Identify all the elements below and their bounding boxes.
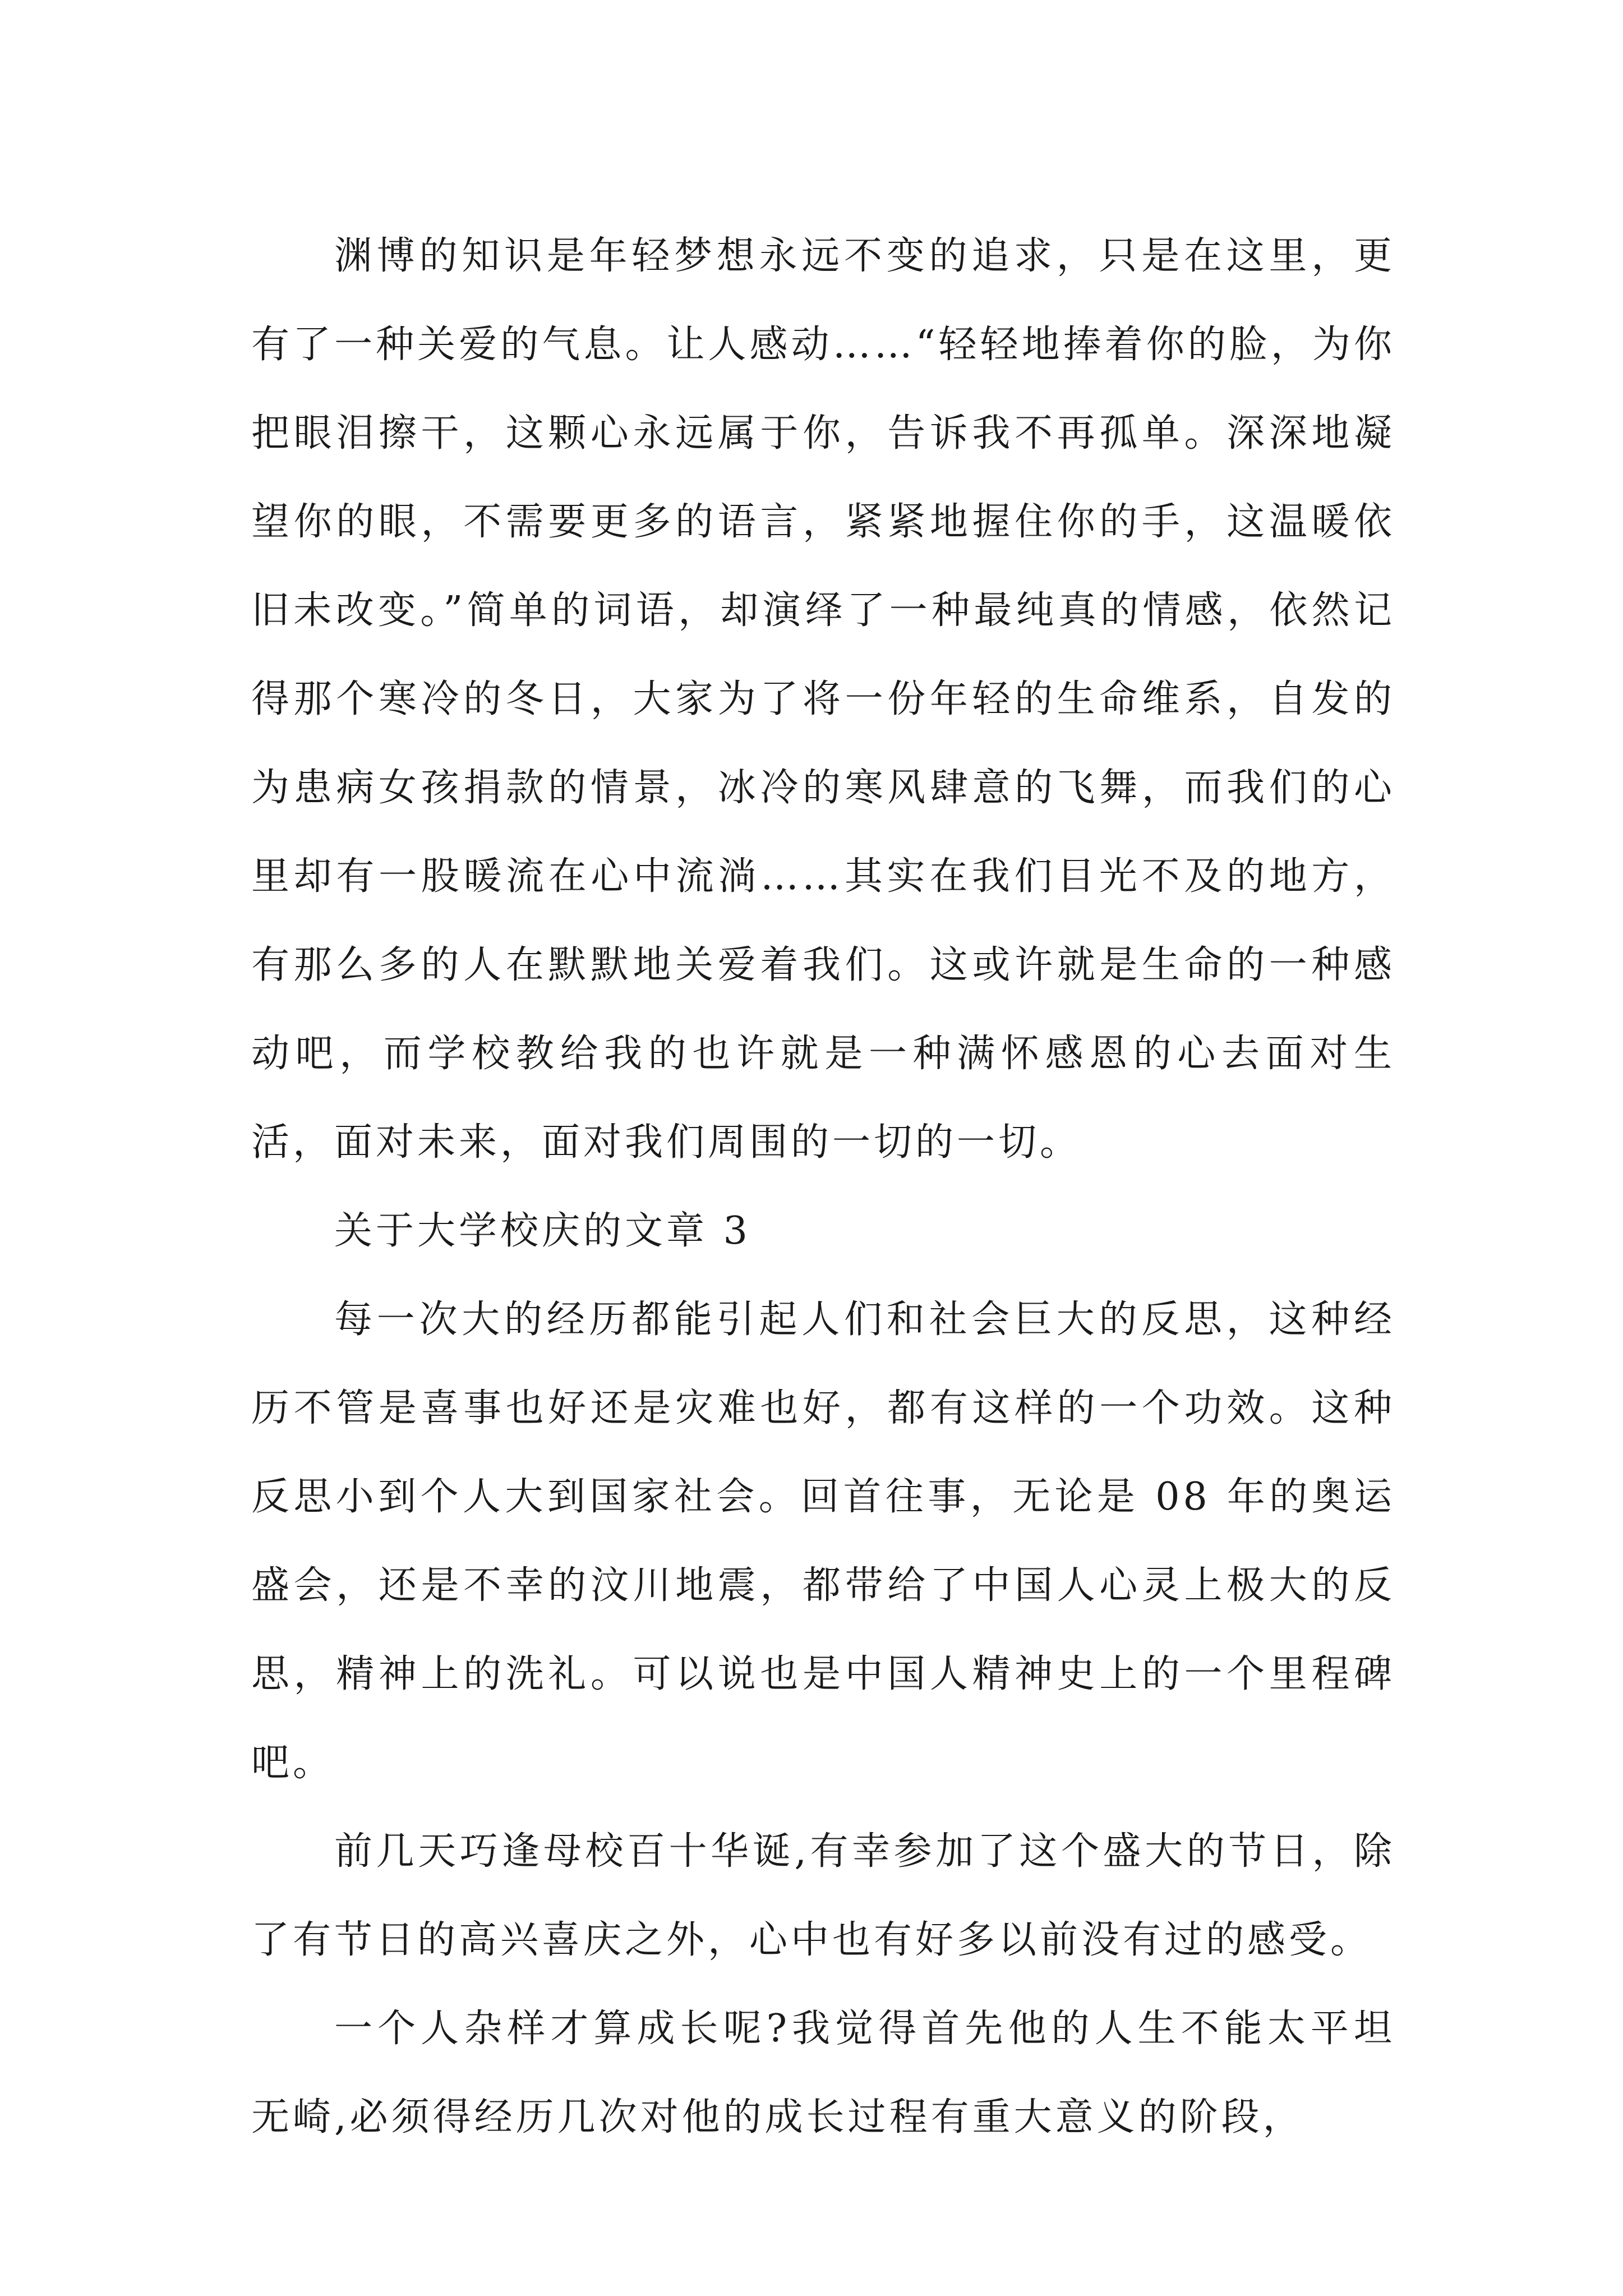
paragraph-2: 每一次大的经历都能引起人们和社会巨大的反思，这种经历不管是喜事也好还是灾难也好，都有这样的一个功效。这种反思小到个人大到国家社会。回首往事，无论是 08 年的奥运盛会，还是不幸的汶川地震，都带给了中国人心灵上极大的反思，精神上的洗礼。可以说也是中国人精神史上的一个里程碑吧。 bbox=[251, 1297, 1395, 1785]
section-heading: 关于大学校庆的文章 3 bbox=[334, 1209, 751, 1253]
paragraph-4: 一个人杂样才算成长呢?我觉得首先他的人生不能太平坦无崎,必须得经历几次对他的成长过程有重大意义的阶段， bbox=[251, 2007, 1395, 2139]
document-body bbox=[251, 212, 1395, 2162]
paragraph-1: 渊博的知识是年轻梦想永远不变的追求，只是在这里，更有了一种关爱的气息。让人感动……“轻轻地捧着你的脸，为你把眼泪擦干，这颗心永远属于你，告诉我不再孤单。深深地凝望你的眼，不需要更多的语言，紧紧地握住你的手，这温暖依旧未改变。”简单的词语，却演绎了一种最纯真的情感，依然记得那个寒冷的冬日，大家为了将一份年轻的生命维系，自发的为患病女孩捐款的情景，冰冷的寒风肆意的飞舞，而我们的心里却有一股暖流在心中流淌……其实在我们目光不及的地方，有那么多的人在默默地关爱着我们。这或许就是生命的一种感动吧，而学校教给我的也许就是一种满怀感恩的心去面对生活，面对未来，面对我们周围的一切的一切。 bbox=[251, 234, 1395, 1165]
paragraph-3: 前几天巧逢母校百十华诞,有幸参加了这个盛大的节日，除了有节日的高兴喜庆之外，心中也有好多以前没有过的感受。 bbox=[251, 1829, 1395, 1962]
